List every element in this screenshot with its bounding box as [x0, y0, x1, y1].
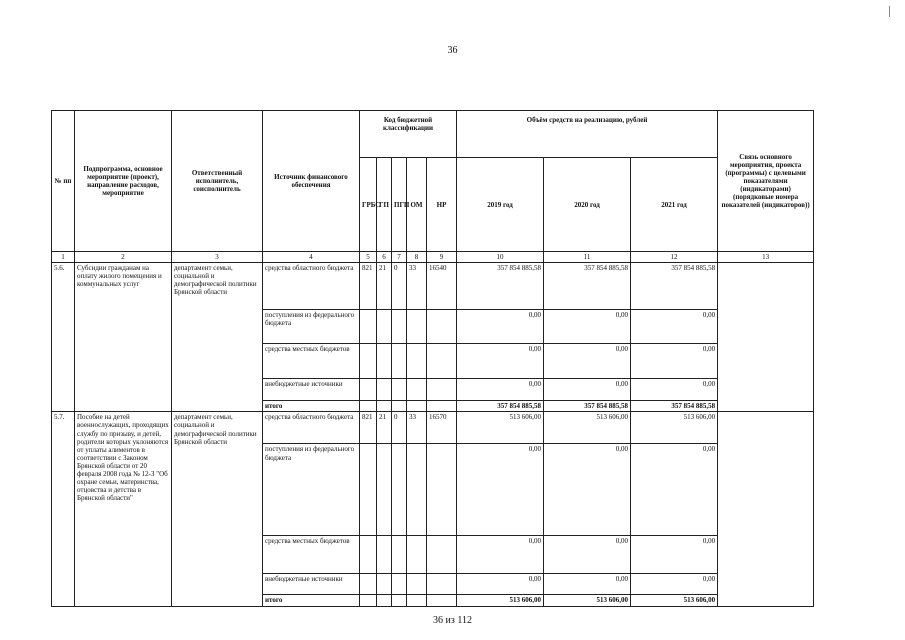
row-group-5-7: [52, 412, 814, 607]
column-numbers-row: [52, 252, 814, 263]
header-volume: Объём средств на реализацию, рублей: [457, 111, 718, 158]
value-2019: 0,00: [457, 573, 544, 594]
header-om: ОМ: [407, 158, 427, 252]
np-cell: [427, 536, 457, 573]
source-cell: средства областного бюджета: [263, 412, 360, 444]
grbs-cell: [360, 309, 377, 343]
value-2020: 513 606,00: [544, 412, 631, 444]
total-2020: 513 606,00: [544, 595, 631, 607]
value-2021: 0,00: [631, 573, 718, 594]
gp-cell: [377, 379, 392, 400]
column-number: 1: [52, 252, 75, 263]
source-cell: поступления из федерального бюджета: [263, 309, 360, 343]
table-row: [52, 262, 814, 309]
grbs-cell: [360, 343, 377, 378]
row-number: 5.6.: [52, 262, 75, 412]
empty-cell: [360, 400, 377, 412]
header-grbs: ГРБС: [360, 158, 377, 252]
empty-cell: [377, 400, 392, 412]
grbs-cell: [360, 444, 377, 536]
value-2020: 357 854 885,58: [544, 262, 631, 309]
header-gp: ГП: [377, 158, 392, 252]
value-2019: 0,00: [457, 343, 544, 378]
value-2020: 0,00: [544, 536, 631, 573]
column-number: 10: [457, 252, 544, 263]
value-2019: 513 606,00: [457, 412, 544, 444]
column-number: 8: [407, 252, 427, 263]
pgp-cell: 0: [392, 412, 407, 444]
pgp-cell: [392, 573, 407, 594]
empty-cell: [427, 400, 457, 412]
om-cell: [407, 379, 427, 400]
grbs-cell: 821: [360, 412, 377, 444]
empty-cell: [407, 400, 427, 412]
value-2020: 0,00: [544, 444, 631, 536]
grbs-cell: [360, 536, 377, 573]
value-2021: 0,00: [631, 379, 718, 400]
row-number: 5.7.: [52, 412, 75, 607]
header-program: Подпрограмма, основное мероприятие (проект), направление расходов, мероприятие: [75, 111, 172, 252]
source-cell: средства местных бюджетов: [263, 343, 360, 378]
pgp-cell: [392, 536, 407, 573]
column-number: 12: [631, 252, 718, 263]
empty-cell: [407, 595, 427, 607]
total-2021: 357 854 885,58: [631, 400, 718, 412]
om-cell: 33: [407, 412, 427, 444]
empty-cell: [392, 400, 407, 412]
column-number: 11: [544, 252, 631, 263]
column-number: 3: [172, 252, 263, 263]
empty-cell: [427, 595, 457, 607]
table-header: [52, 111, 814, 263]
source-cell: средства областного бюджета: [263, 262, 360, 309]
value-2021: 0,00: [631, 343, 718, 378]
np-cell: [427, 309, 457, 343]
row-group-5-6: [52, 262, 814, 412]
gp-cell: 21: [377, 412, 392, 444]
column-number: 2: [75, 252, 172, 263]
value-2019: 0,00: [457, 379, 544, 400]
empty-cell: [377, 595, 392, 607]
header-2019: 2019 год: [457, 158, 544, 252]
source-cell: внебюджетные источники: [263, 573, 360, 594]
source-cell: внебюджетные источники: [263, 379, 360, 400]
column-number: 6: [377, 252, 392, 263]
header-2020: 2020 год: [544, 158, 631, 252]
grbs-cell: [360, 379, 377, 400]
value-2020: 0,00: [544, 343, 631, 378]
column-number: 4: [263, 252, 360, 263]
empty-cell: [392, 595, 407, 607]
link-cell: [718, 412, 814, 607]
grbs-cell: 821: [360, 262, 377, 309]
header-no: № пп: [52, 111, 75, 252]
gp-cell: [377, 444, 392, 536]
gp-cell: [377, 343, 392, 378]
om-cell: [407, 536, 427, 573]
total-label: итого: [263, 400, 360, 412]
column-number: 7: [392, 252, 407, 263]
column-number: 13: [718, 252, 814, 263]
header-link: Связь основного мероприятия, проекта (программы) с целевыми показателями (индикаторами) (порядковые номера показателей (индикаторов)): [718, 111, 814, 252]
np-cell: [427, 444, 457, 536]
budget-table: [51, 110, 814, 607]
page-footer: 36 из 112: [433, 615, 472, 626]
header-2021: 2021 год: [631, 158, 718, 252]
np-cell: 16570: [427, 412, 457, 444]
total-2020: 357 854 885,58: [544, 400, 631, 412]
gp-cell: [377, 309, 392, 343]
source-cell: средства местных бюджетов: [263, 536, 360, 573]
table-row: [52, 412, 814, 444]
om-cell: 33: [407, 262, 427, 309]
pgp-cell: [392, 343, 407, 378]
value-2020: 0,00: [544, 379, 631, 400]
pgp-cell: 0: [392, 262, 407, 309]
pgp-cell: [392, 444, 407, 536]
header-np: НР: [427, 158, 457, 252]
grbs-cell: [360, 573, 377, 594]
value-2019: 0,00: [457, 444, 544, 536]
gp-cell: [377, 536, 392, 573]
value-2020: 0,00: [544, 309, 631, 343]
np-cell: [427, 379, 457, 400]
value-2019: 357 854 885,58: [457, 262, 544, 309]
om-cell: [407, 444, 427, 536]
value-2021: 357 854 885,58: [631, 262, 718, 309]
column-number: 5: [360, 252, 377, 263]
gp-cell: 21: [377, 262, 392, 309]
value-2021: 513 606,00: [631, 412, 718, 444]
total-2019: 357 854 885,58: [457, 400, 544, 412]
link-cell: [718, 262, 814, 412]
page-number: 36: [447, 45, 458, 56]
total-2019: 513 606,00: [457, 595, 544, 607]
page-edge-mark: [889, 6, 890, 17]
np-cell: [427, 573, 457, 594]
header-pgp: ПГП: [392, 158, 407, 252]
total-2021: 513 606,00: [631, 595, 718, 607]
om-cell: [407, 309, 427, 343]
executor-cell: департамент семьи, социальной и демографической политики Брянской области: [172, 412, 263, 607]
value-2019: 0,00: [457, 536, 544, 573]
source-cell: поступления из федерального бюджета: [263, 444, 360, 536]
om-cell: [407, 343, 427, 378]
np-cell: 16540: [427, 262, 457, 309]
column-number: 9: [427, 252, 457, 263]
value-2021: 0,00: [631, 444, 718, 536]
value-2019: 0,00: [457, 309, 544, 343]
program-cell: Пособие на детей военнослужащих, проходящих службу по призыву, и детей, родители которых уклоняются от уплаты алиментов в соответствии с Законом Брянской области от 20 февраля 2008 года № 12-З "Об охране семьи, материнства, отцовства и детства в Брянской области": [75, 412, 172, 607]
header-executor: Ответственный исполнитель, соисполнитель: [172, 111, 263, 252]
program-cell: Субсидии гражданам на оплату жилого помещения и коммунальных услуг: [75, 262, 172, 412]
total-label: итого: [263, 595, 360, 607]
value-2020: 0,00: [544, 573, 631, 594]
header-source: Источник финансового обеспечения: [263, 111, 360, 252]
pgp-cell: [392, 379, 407, 400]
value-2021: 0,00: [631, 536, 718, 573]
np-cell: [427, 343, 457, 378]
empty-cell: [360, 595, 377, 607]
om-cell: [407, 573, 427, 594]
pgp-cell: [392, 309, 407, 343]
executor-cell: департамент семьи, социальной и демографической политики Брянской области: [172, 262, 263, 412]
gp-cell: [377, 573, 392, 594]
value-2021: 0,00: [631, 309, 718, 343]
header-budget-code: Код бюджетной классификации: [360, 111, 457, 158]
